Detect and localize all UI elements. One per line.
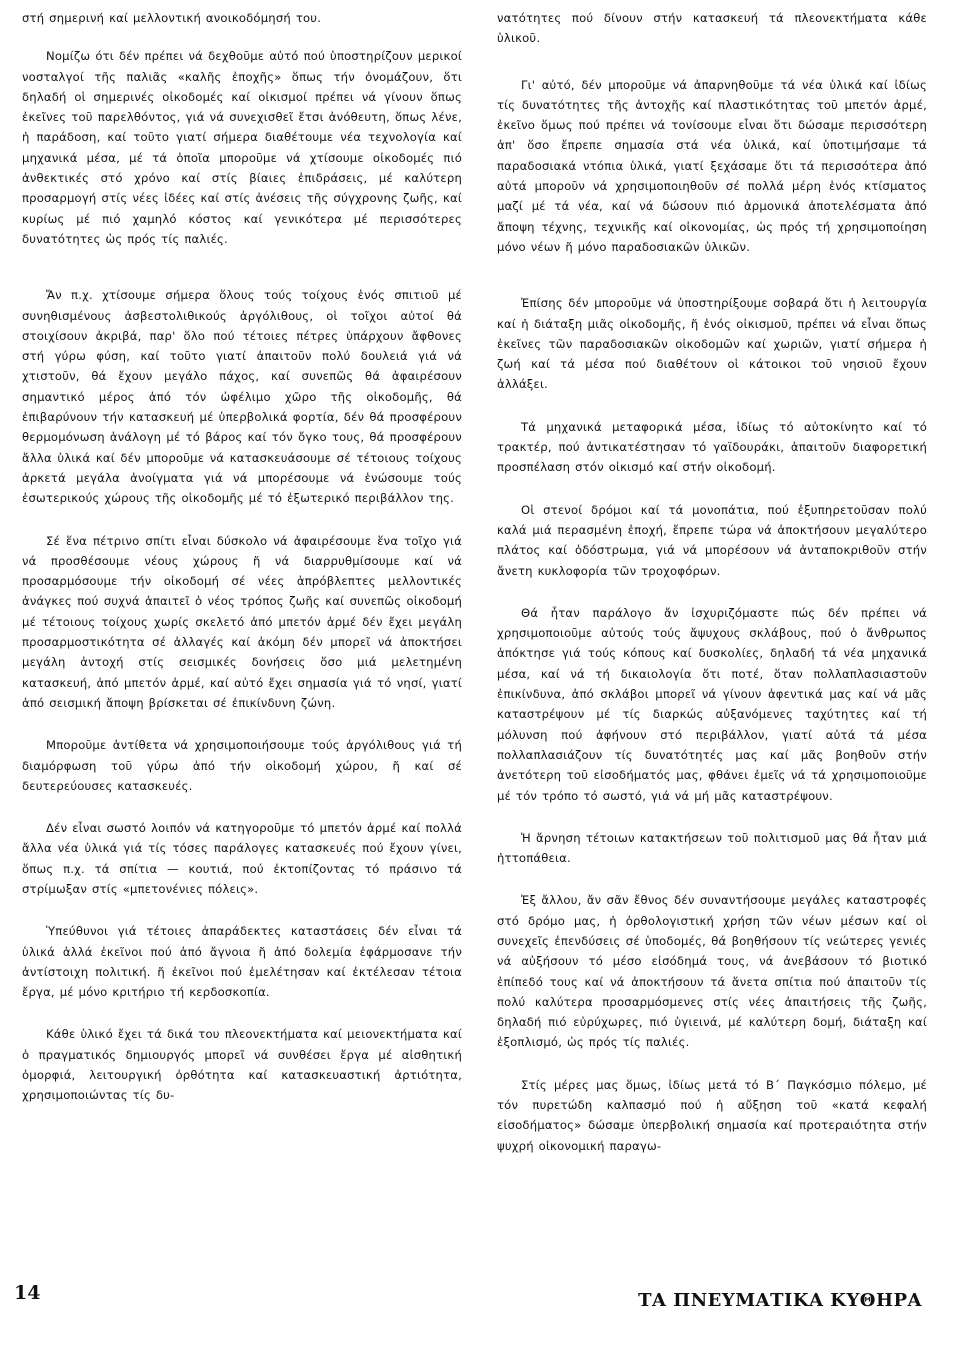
page-number: 14 bbox=[14, 1282, 41, 1304]
paragraph: Μποροῦμε ἀντίθετα νά χρησιμοποιήσουμε τούς ἀργόλιθους γιά τή διαμόρφωση τοῦ γύρω ἀπό τήν οἰκοδομή χώρου, ἤ καί σέ δευτερεύουσες κατασκευές. bbox=[22, 738, 462, 793]
magazine-title: ΤΑ ΠΝΕΥΜΑΤΙΚΑ ΚΥΘΗΡΑ bbox=[638, 1290, 922, 1311]
paragraph: Ἐπίσης δέν μποροῦμε νά ὑποστηρίξουμε σοβαρά ὅτι ἡ λειτουργία καί ἡ διάταξη μιᾶς οἰκοδομῆς, ἤ ἑνός οἰκισμοῦ, πρέπει νά εἶναι ὅπως ἐκεῖνες τῶν παραδοσιακῶν οἰκοδομῶν καί χωριῶν, γιατί σήμερα ἡ ζωή καί τά μέσα πού διαθέτουν οἱ κάτοικοι τοῦ νησιοῦ ἔχουν ἀλλάξει. bbox=[497, 296, 927, 392]
paragraph: Δέν εἶναι σωστό λοιπόν νά κατηγοροῦμε τό μπετόν ἀρμέ καί πολλά ἄλλα νέα ὑλικά γιά τίς τόσες παράλογες κατασκευές πού ἔχουν γίνει, ὅπως π.χ. τά σπίτια — κουτιά, πού ἐκτοπίζοντας τό πράσινο τά στρίμωξαν στίς «μπετονένιες πόλεις». bbox=[22, 821, 462, 896]
paragraph: Οἱ στενοί δρόμοι καί τά μονοπάτια, πού ἐξυπηρετοῦσαν πολύ καλά μιά περασμένη ἐποχή, ἔπρεπε τώρα νά ἀποκτήσουν μεγαλύτερο πλάτος καί ὁδόστρωμα, γιά νά μπορέσουν νά ἀνταποκριθοῦν στήν ἄνετη κυκλοφορία τῶν τροχοφόρων. bbox=[497, 502, 927, 578]
left-column bbox=[22, 8, 462, 1128]
paragraph: Ἡ ἄρνηση τέτοιων κατακτήσεων τοῦ πολιτισμοῦ μας θά ἦταν μιά ἡττοπάθεια. bbox=[497, 830, 927, 866]
paragraph: Στίς μέρες μας ὅμως, ἰδίως μετά τό Β΄ Παγκόσμιο πόλεμο, μέ τόν πυρετώδη καλπασμό πού ἡ αὔξηση τοῦ «κατά κεφαλή εἰσοδήματος» δώσαμε ὑπερβολική σημασία καί προτεραιότητα στήν ψυχρή οἰκονομική παραγω- bbox=[497, 1077, 927, 1153]
paragraph: Ἄν π.χ. χτίσουμε σήμερα ὅλους τούς τοίχους ἑνός σπιτιοῦ μέ συνηθισμένους ἀσβεστολιθικούς ἀργόλιθους, οἱ τοῖχοι αὐτοί θά στοιχίσουν ἀκριβά, παρ' ὅλο πού τέτοιες πέτρες ὑπάρχουν ἄφθονες στή γύρω φύση, καί τοῦτο γιατί ἀπαιτοῦν πολύ δουλειά γιά νά χτιστοῦν, θά ἔχουν μεγάλο πάχος, καί συνεπῶς θά ἀφαιρέσουν σημαντικό μέρος ἀπό τόν ὠφέλιμο χῶρο τῆς οἰκοδομῆς, θά ἐπιβαρύνουν τήν κατασκευή μέ ὑπερβολικά φορτία, δέν θά προσφέρουν θερμομόνωση ἀνάλογη μέ τό βάρος καί τόν ὄγκο τους, θά προσφέρουν ἄλλα ὑλικά καί δέν μποροῦμε νά κατασκευάσουμε σέ τέτοιους τοίχους ἀρκετά μεγάλα ἀνοίγματα γιά νά μπορέσουμε νά ἑνώσουμε τούς ἐσωτερικούς χώρους τῆς οἰκοδομῆς μέ τό ἐξωτερικό περιβάλλον της. bbox=[22, 288, 462, 506]
right-column bbox=[497, 8, 927, 1178]
paragraph: Θά ἦταν παράλογο ἄν ἰσχυριζόμαστε πώς δέν πρέπει νά χρησιμοποιοῦμε αὐτούς τούς ἄψυχους σκλάβους, πού ὁ ἄνθρωπος ἀπόκτησε γιά τούς κόπους καί δυσκολίες, δηλαδή τά νέα μηχανικά μέσα, καί νά τή δικαιολογία ὅτι ποτέ, ὅταν πολλαπλασιαστοῦν ἐπικίνδυνα, ἀπό σκλάβοι μπορεῖ νά γίνουν ἀφεντικά μας καί νά μᾶς καταστρέψουν μέ τίς διαρκώς αὐξανόμενες ταχύτητες καί τή μόλυνση πού ἀφήνουν στό περιβάλλον, γιατί αὐτά τά μέσα πολλαπλασιάζουν τίς δυνατότητές μας καί μᾶς βοηθοῦν στήν ἀνετότερη τοῦ εἰσοδήματός μας, φθάνει ἐμεῖς νά τά χρησιμοποιοῦμε μέ τόν τρόπο τό σωστό, γιά νά μή μᾶς καταστρέψουν. bbox=[497, 605, 927, 803]
paragraph: Γι' αὐτό, δέν μποροῦμε νά ἀπαρνηθοῦμε τά νέα ὑλικά καί ἰδίως τίς δυνατότητες τῆς ἀντοχῆς καί πλαστικότητας τοῦ μπετόν ἀρμέ, ἐκεῖνο ὅμως πού πρέπει νά τονίσουμε εἶναι ὅτι δώσαμε περισσότερη ἀπ' ὅσο ἔπρεπε σημασία στά νέα ὑλικά, καί ὑποτιμήσαμε τά παραδοσιακά ντόπια ὑλικά, γιατί ξεχάσαμε ὅτι τά περισσότερα ἀπό αὐτά μποροῦν νά χρησιμοποιηθοῦν σέ πολλά μέρη ἑνός κτίσματος μαζί μέ τά νέα, καί νά δώσουν πιό ἁρμονικά ἀποτελέσματα ἀπό ἄποψη τέχνης, τεχνικῆς καί οἰκονομίας, ὡς πρός τή χρησιμοποίηση μόνο νέων ἤ μόνο παραδοσιακῶν ὑλικῶν. bbox=[497, 77, 927, 254]
paragraph: Ἐξ ἄλλου, ἄν σᾶν ἔθνος δέν συναντήσουμε μεγάλες καταστροφές στό δρόμο μας, ἡ ὀρθολογιστική χρήση τῶν νέων μέσων καί οἱ συνεχεῖς ἐπενδύσεις σέ ὑποδομές, θά βοηθήσουν τίς νεώτερες γενιές νά αὐξήσουν τό μέσο εἰσόδημά τους, νά ἀνεβάσουν τό βιοτικό ἐπίπεδό τους καί νά ἀποκτήσουν τά ἄνετα σπίτια πού ἀπαιτοῦν τίς πολύ καλύτερα προσαρμόσμενες στίς νέες ἀπαιτήσεις τῆς ζωῆς, δηλαδή πιό εὐρύχωρες, πιό ὑγιεινά, μέ καλύτερη δομή, διάταξη καί ἐξοπλισμό, ὡς πρός τίς παλιές. bbox=[497, 893, 927, 1050]
paragraph: Τά μηχανικά μεταφορικά μέσα, ἰδίως τό αὐτοκίνητο καί τό τρακτέρ, πού ἀντικατέστησαν τό γαϊδουράκι, ἀπαιτοῦν διαφορετική προσπέλαση στόν οἰκισμό καί στήν οἰκοδομή. bbox=[497, 419, 927, 475]
paragraph: νατότητες πού δίνουν στήν κατασκευή τά πλεονεκτήματα κάθε ὑλικοῦ. bbox=[497, 11, 927, 46]
paragraph: Νομίζω ότι δέν πρέπει νά δεχθοῦμε αὐτό πού ὑποστηρίζουν μερικοί νοσταλγοί τῆς παλιᾶς «καλῆς ἐποχῆς» ὅπως τήν ὀνομάζουν, ὅτι δηλαδή οἱ σημερινές οἰκοδομές καί οἰκισμοί πρέπει νά γίνουν ὅπως ἐκεῖνες τοῦ παρελθόντος, γιά νά συνεχισθεῖ ἔτσι ἀνόθευτη, ὅπως λένε, ἡ παράδοση, καί τοῦτο γιατί σήμερα διαθέτουμε νέα τεχνολογία καί μηχανικά μέσα, μέ τά ὁποῖα μποροῦμε νά χτίσουμε οἰκοδομές πιό ἀνθεκτικές στό χρόνο καί στίς βίαιες ἐπιδράσεις, μέ καλύτερη προσαρμογή στίς νέες ἰδέες καί στίς ἀνέσεις τῆς σύγχρονης ζωῆς, καί κυρίως μέ πιό χαμηλό κόστος καί γενικότερα μέ περισσότερες δυνατότητες ὡς πρός τίς παλιές. bbox=[22, 49, 462, 246]
paragraph: Κάθε ὑλικό ἔχει τά δικά του πλεονεκτήματα καί μειονεκτήματα καί ὁ πραγματικός δημιουργός μπορεῖ νά συνθέσει ἔργα μέ αἰσθητική ὀμορφιά, λειτουργική ὀρθότητα καί κατασκευαστική ἀρτιότητα, χρησιμοποιώντας τίς δυ- bbox=[22, 1027, 462, 1103]
paragraph: Ὑπεύθυνοι γιά τέτοιες ἀπαράδεκτες καταστάσεις δέν εἶναι τά ὑλικά ἀλλά ἐκεῖνοι πού ἀπό ἄγνοια ἤ ἀπό δολεμία ἐφάρμοσανε τήν ἀντίστοιχη πολιτική. ἤ ἐκεῖνοι πού ἐμελέτησαν καί ἐκτέλεσαν τέτοια ἔργα, μέ μόνο κριτήριο τή κερδοσκοπία. bbox=[22, 924, 462, 1000]
paragraph: Σέ ἕνα πέτρινο σπίτι εἶναι δύσκολο νά ἀφαιρέσουμε ἕνα τοῖχο γιά νά προσθέσουμε νέους χώρους ἤ νά διαρρυθμίσουμε καί νά προσαρμόσουμε τήν οἰκοδομή σέ νέες ἀπρόβλεπτες μελλοντικές ἀνάγκες πού συχνά ἀπαιτεῖ ὁ νέος τρόπος ζωῆς καί συνεπῶς οἰκοδομή μέ τέτοιους τοίχους χωρίς σκελετό ἀπό μπετόν ἀρμέ δέν ἔχει μεγάλη προσαρμοστικότητα σέ ἀλλαγές καί ἀκόμη δέν μπορεῖ νά ἀποκτήσει μεγάλη ἀντοχή στίς σεισμικές δονήσεις ὅσο μιά μελετημένη κατασκευή, ἀπό μπετόν ἀρμέ, καί αὐτό ἔχει σημασία γιά τό νησί, γιατί ἀπό σεισμική ἄποψη βρίσκεται σέ ἐπικίνδυνη ζώνη. bbox=[22, 533, 462, 710]
paragraph: στή σημερινή καί μελλοντική ανοικοδόμησή του. bbox=[22, 11, 322, 25]
